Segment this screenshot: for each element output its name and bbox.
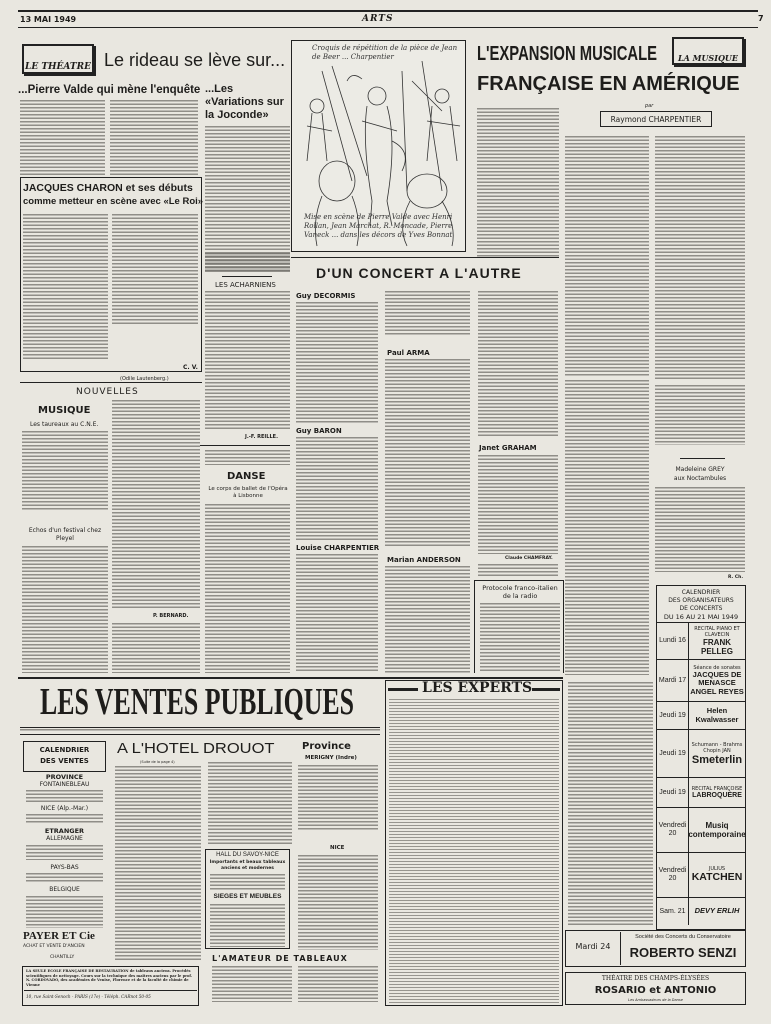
divider — [18, 677, 563, 679]
article-text — [565, 136, 649, 376]
concert-name-anderson: Marian ANDERSON — [387, 556, 461, 564]
article-text — [478, 564, 558, 576]
article-text — [26, 896, 103, 928]
article-text — [115, 766, 201, 960]
payer-heading: PAYER ET Cie — [23, 930, 95, 942]
section-label-theatre — [22, 44, 94, 74]
article-text — [205, 450, 290, 465]
experts-box — [385, 680, 563, 1006]
calendar-entry-detail — [689, 778, 745, 807]
article-text — [296, 302, 378, 423]
article-text — [568, 682, 653, 927]
issue-date: 13 MAI 1949 — [20, 15, 77, 24]
musique-headline-line1: L'EXPANSION MUSICALE — [477, 43, 658, 65]
article-text — [478, 291, 558, 436]
calendar-entry — [657, 807, 745, 852]
nice-heading: NICE — [330, 845, 345, 851]
calendrier-ventes-title — [23, 745, 106, 767]
article-text — [112, 623, 200, 673]
article-text — [655, 136, 745, 381]
calendar-entry-artist: Smeterlin — [691, 753, 743, 766]
article-text — [112, 400, 200, 610]
acharniens-heading: LES ACHARNIENS — [215, 281, 276, 289]
amateur-heading: L'AMATEUR DE TABLEAUX — [212, 954, 348, 963]
restauration-ad-address: 10, rue Saint-Senoch - PARIS (17e) - Téléph. CARnot 50-05 — [26, 994, 151, 999]
madeleine-signature: R. Ch. — [728, 575, 744, 580]
divider — [291, 257, 559, 258]
sketch-caption-top: Croquis de répétition de la pièce de Jean de Beer ... Charpentier — [312, 44, 458, 61]
hall-savoy-sub: Importants et beaux tableaux anciens et modernes — [209, 860, 286, 871]
place-etranger: ETRANGER — [44, 827, 85, 835]
divider — [20, 382, 202, 383]
article-text — [205, 253, 290, 273]
calendar-entry-day: Vendredi 20 — [657, 808, 689, 852]
place-nice: NICE (Alp.-Mar.) — [40, 805, 89, 812]
charon-headline — [23, 182, 204, 208]
acharniens-signature: J.-F. REILLE. — [245, 434, 278, 440]
calendar-entry-day: Jeudi 19 — [657, 730, 689, 777]
senzi-artist: ROBERTO SENZI — [629, 945, 737, 960]
calendar-entry — [657, 659, 745, 701]
article-text — [385, 359, 470, 548]
danse-sub: Le corps de ballet de l'Opéra à Lisbonne — [208, 486, 288, 499]
article-text — [298, 966, 378, 1002]
danse-heading: DANSE — [227, 471, 266, 482]
divider — [24, 990, 197, 991]
header-rule-top — [18, 10, 758, 12]
calendrier-ventes-title1: CALENDRIER — [39, 746, 90, 754]
calendar-entry — [657, 852, 745, 897]
payer-city: CHANTILLY — [50, 955, 75, 960]
madeleine-grey-heading — [655, 465, 745, 483]
byline-par: par — [645, 103, 654, 109]
nouvelles-musique-sub: Les taureaux au C.N.E. — [30, 421, 99, 428]
province-heading: Province — [302, 741, 351, 752]
place-belgique: BELGIQUE — [49, 886, 80, 893]
article-text — [565, 380, 649, 675]
calendar-entry-note: JULIUS — [708, 866, 726, 873]
calendar-entry-day: Vendredi 20 — [657, 853, 689, 897]
calendar-entry-note: Séance de sonates — [693, 664, 741, 671]
article-text — [22, 431, 108, 511]
charon-headline-line2: comme metteur en scène avec «Le Roi» — [23, 196, 204, 207]
divider — [532, 688, 560, 691]
theatre-sub-joconde: ...Les «Variations sur la Joconde» — [205, 83, 284, 121]
concert-name-graham: Janet GRAHAM — [479, 444, 537, 452]
hall-savoy-heading: HALL DU SAVOY-NICE — [216, 852, 279, 858]
echos-heading: Echos d'un festival chez Pleyel — [28, 527, 102, 542]
section-label-text: LE THÉATRE — [25, 62, 91, 72]
rehearsal-sketch — [291, 40, 466, 252]
article-text — [478, 455, 558, 554]
champs-elysees-artists: ROSARIO et ANTONIO — [594, 985, 717, 996]
calendar-entry-detail — [689, 730, 745, 777]
calendar-entry — [657, 729, 745, 777]
drouot-sub: (Suite de la page 4) — [140, 760, 175, 764]
concert-name-arma: Paul ARMA — [387, 349, 430, 357]
calendar-entry — [657, 777, 745, 807]
nouvelles-signature: P. BERNARD. — [153, 613, 189, 619]
article-text — [26, 814, 103, 824]
calendar-entry-day: Mardi 17 — [657, 660, 689, 701]
sketch-caption-bottom: Mise en scène de Pierre Valde avec Henri Rollan, Jean Marchat, R. Moncade, Pierre Vaneck ... dans les décors de Yves Bonnat — [304, 213, 453, 239]
charon-signature: C. V. — [183, 364, 198, 371]
calendar-entry-artist: LABROQUÈRE — [692, 791, 742, 799]
calendar-title3: DE CONCERTS — [679, 605, 723, 612]
divider — [620, 932, 621, 965]
concert-name-decormis: Guy DECORMIS — [296, 292, 356, 300]
photo-credit: (Odile Lautenberg.) — [120, 376, 169, 382]
divider — [20, 734, 380, 735]
calendar-entry-detail — [689, 660, 745, 701]
ventes-notice — [20, 729, 380, 732]
concert-name-charpentier: Louise CHARPENTIER — [296, 544, 380, 552]
divider — [222, 276, 272, 277]
calendar-entry-detail — [689, 853, 745, 897]
ventes-headline: LES VENTES PUBLIQUES — [40, 681, 355, 723]
calendar-entries — [657, 622, 745, 925]
article-text — [385, 566, 470, 673]
calendar-entry-day: Sam. 21 — [657, 898, 689, 925]
article-text — [26, 845, 103, 860]
calendar-entry — [657, 622, 745, 659]
article-text — [208, 762, 292, 845]
article-text — [296, 437, 378, 541]
senzi-day: Mardi 24 — [575, 942, 611, 951]
place-fontainebleau: FONTAINEBLEAU — [39, 781, 90, 788]
theatre-sub-valde: ...Pierre Valde qui mène l'enquête — [18, 84, 201, 96]
article-text — [298, 855, 378, 950]
madeleine-title2: aux Noctambules — [673, 475, 727, 482]
article-text — [26, 873, 103, 883]
calendar-title1: CALENDRIER — [681, 589, 721, 596]
header-rule-bottom — [18, 27, 758, 28]
calendar-entry-artist: KATCHEN — [691, 871, 743, 884]
article-text — [298, 765, 378, 830]
sieges-heading: SIEGES ET MEUBLES — [213, 893, 282, 900]
calendar-entry-note: RECITAL FRANÇOISE — [691, 785, 743, 792]
calendar-entry-artist: DEVY ERLIH — [694, 906, 740, 916]
byline-author: Raymond CHARPENTIER — [600, 111, 712, 127]
divider — [20, 727, 380, 728]
calendar-entry-artist: Musiq contemporaine — [688, 821, 746, 839]
calendar-entry-detail — [689, 898, 745, 925]
calendar-entry-artist: JACQUES DE MENASCE ANGEL REYES — [690, 669, 744, 696]
nouvelles-heading: NOUVELLES — [76, 387, 139, 397]
place-allemagne: ALLEMAGNE — [46, 835, 83, 842]
calendar-entry-note: RECITAL PIANO ET CLAVECIN — [694, 626, 740, 638]
concert-signature: Claude CHAMFRAY. — [505, 556, 553, 561]
place-province: PROVINCE — [45, 773, 84, 781]
calendar-entry-day: Jeudi 19 — [657, 778, 689, 807]
calendar-entry-detail — [689, 702, 745, 729]
article-text — [296, 554, 378, 673]
newspaper-title: ARTS — [362, 14, 394, 24]
divider — [200, 445, 290, 446]
calendar-entry-day: Lundi 16 — [657, 623, 689, 659]
article-text — [20, 100, 105, 175]
senzi-society: Société des Concerts du Conservatoire — [635, 934, 731, 940]
nouvelles-musique-heading: MUSIQUE — [38, 405, 91, 416]
article-text — [26, 790, 103, 803]
article-text — [110, 100, 198, 175]
article-text — [205, 504, 290, 673]
section-label-text: LA MUSIQUE — [677, 53, 738, 63]
champs-elysees-theatre: THÉATRE DES CHAMPS-ÉLYSÉES — [601, 975, 710, 982]
divider — [388, 688, 418, 691]
drouot-heading: A L'HOTEL DROUOT — [117, 740, 275, 757]
calendar-entry-note: Schumann - Brahms Chopin JAN — [691, 741, 743, 754]
champs-elysees-tagline: Les Ambassadeurs de la Danse — [628, 998, 683, 1002]
protocole-heading: Protocole franco-italien de la radio — [482, 584, 558, 600]
place-pays-bas: PAYS-BAS — [50, 864, 79, 871]
calendar-entry-artist: Helen Kwalwasser — [695, 706, 739, 724]
article-text — [477, 108, 559, 258]
musique-headline-line2: FRANÇAISE EN AMÉRIQUE — [477, 73, 740, 95]
article-text — [205, 291, 290, 431]
calendar-entry-detail — [689, 808, 745, 852]
madeleine-title1: Madeleine GREY — [675, 466, 725, 473]
concert-headline: D'UN CONCERT A L'AUTRE — [316, 265, 522, 281]
article-text — [22, 546, 108, 673]
article-text — [205, 126, 290, 272]
calendar-entry — [657, 701, 745, 729]
payer-sub: ACHAT ET VENTE D'ANCIEN — [23, 944, 85, 949]
calendar-title2: DES ORGANISATEURS — [668, 597, 734, 604]
article-text — [655, 385, 745, 445]
theatre-headline: Le rideau se lève sur... — [104, 50, 286, 70]
concert-calendar-title — [656, 589, 746, 621]
calendar-entry-artist: FRANK PELLEG — [700, 638, 733, 656]
charon-headline-line1: JACQUES CHARON et ses débuts — [23, 182, 193, 194]
article-text — [212, 966, 292, 1002]
merigny-heading: MERIGNY (Indre) — [305, 755, 357, 761]
calendrier-ventes-title2: DES VENTES — [40, 757, 89, 765]
calendar-entry — [657, 897, 745, 925]
calendar-entry-detail — [689, 623, 745, 659]
experts-heading: LES EXPERTS — [422, 680, 533, 696]
calendar-entry-day: Jeudi 19 — [657, 702, 689, 729]
article-text — [655, 487, 745, 572]
restauration-ad-text: LA SEULE ECOLE FRANÇAISE DE RESTAURATION de tableaux anciens. Procédés scientifiques de nettoyage. Cours sur la technique des maîtres anciens par le prof. N. CORDOVADO, des académies de Venise, Florence et de la faculté de chimie de Vienne — [26, 969, 193, 987]
article-text — [385, 291, 470, 336]
calendar-dates: DU 16 AU 21 MAI 1949 — [663, 613, 739, 621]
section-label-musique — [672, 37, 744, 65]
divider — [680, 458, 725, 459]
page-number: 7 — [758, 14, 764, 23]
concert-name-baron: Guy BARON — [296, 427, 342, 435]
